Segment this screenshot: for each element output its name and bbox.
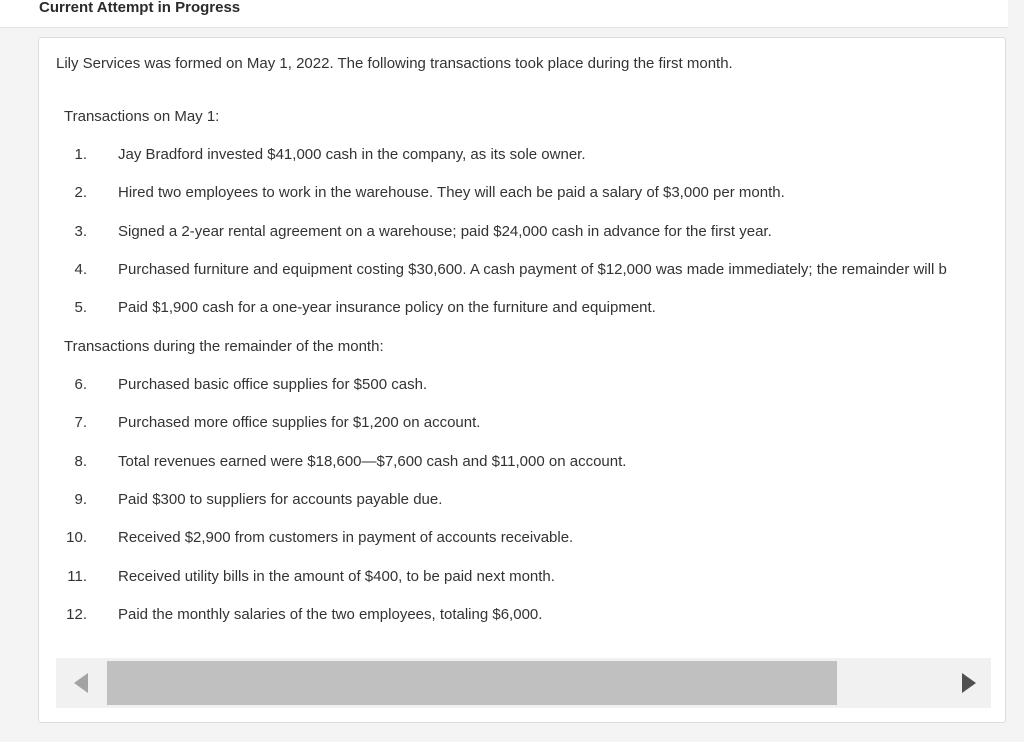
- transaction-item: [39, 529, 1006, 549]
- arrow-left-icon[interactable]: [74, 673, 88, 693]
- item-number: 10.: [66, 529, 87, 546]
- transaction-item: [39, 261, 1006, 281]
- item-text: Purchased furniture and equipment costing $30,600. A cash payment of $12,000 was made immediately; the remainder will b: [118, 261, 947, 278]
- arrow-right-icon[interactable]: [962, 673, 976, 693]
- item-text: Purchased more office supplies for $1,200 on account.: [118, 414, 481, 431]
- transaction-item: [39, 453, 1006, 473]
- transaction-item: [39, 491, 1006, 511]
- transaction-item: [39, 568, 1006, 588]
- item-number: 1.: [74, 146, 87, 163]
- horizontal-scrollbar[interactable]: [56, 658, 991, 708]
- page-title: Current Attempt in Progress: [39, 0, 241, 16]
- item-number: 5.: [74, 299, 87, 316]
- transaction-item: [39, 299, 1006, 319]
- item-number: 11.: [67, 568, 87, 585]
- item-text: Received utility bills in the amount of $400, to be paid next month.: [118, 568, 555, 585]
- item-text: Jay Bradford invested $41,000 cash in the company, as its sole owner.: [118, 146, 586, 163]
- item-text: Hired two employees to work in the warehouse. They will each be paid a salary of $3,000 per month.: [118, 184, 785, 201]
- item-text: Total revenues earned were $18,600—$7,600 cash and $11,000 on account.: [118, 453, 627, 470]
- item-number: 6.: [74, 376, 87, 393]
- section-label-may1: Transactions on May 1:: [64, 108, 220, 125]
- scrollbar-thumb[interactable]: [107, 661, 837, 705]
- transaction-item: [39, 184, 1006, 204]
- item-number: 9.: [74, 491, 87, 508]
- question-panel: [38, 37, 1006, 723]
- item-text: Paid the monthly salaries of the two employees, totaling $6,000.: [118, 606, 543, 623]
- item-number: 3.: [74, 223, 87, 240]
- item-number: 8.: [74, 453, 87, 470]
- transaction-item: [39, 376, 1006, 396]
- transaction-item: [39, 146, 1006, 166]
- header-bar: [0, 0, 1008, 28]
- item-text: Paid $1,900 cash for a one-year insurance policy on the furniture and equipment.: [118, 299, 656, 316]
- item-text: Signed a 2-year rental agreement on a warehouse; paid $24,000 cash in advance for the first year.: [118, 223, 772, 240]
- item-text: Received $2,900 from customers in payment of accounts receivable.: [118, 529, 574, 546]
- item-number: 7.: [74, 414, 87, 431]
- item-number: 12.: [66, 606, 87, 623]
- item-text: Purchased basic office supplies for $500 cash.: [118, 376, 428, 393]
- section-label-remainder: Transactions during the remainder of the month:: [64, 338, 384, 355]
- transaction-item: [39, 414, 1006, 434]
- item-number: 2.: [74, 184, 87, 201]
- question-intro: Lily Services was formed on May 1, 2022. The following transactions took place during the first month.: [56, 55, 733, 72]
- transaction-item: [39, 606, 1006, 626]
- transaction-item: [39, 223, 1006, 243]
- item-text: Paid $300 to suppliers for accounts payable due.: [118, 491, 443, 508]
- item-number: 4.: [74, 261, 87, 278]
